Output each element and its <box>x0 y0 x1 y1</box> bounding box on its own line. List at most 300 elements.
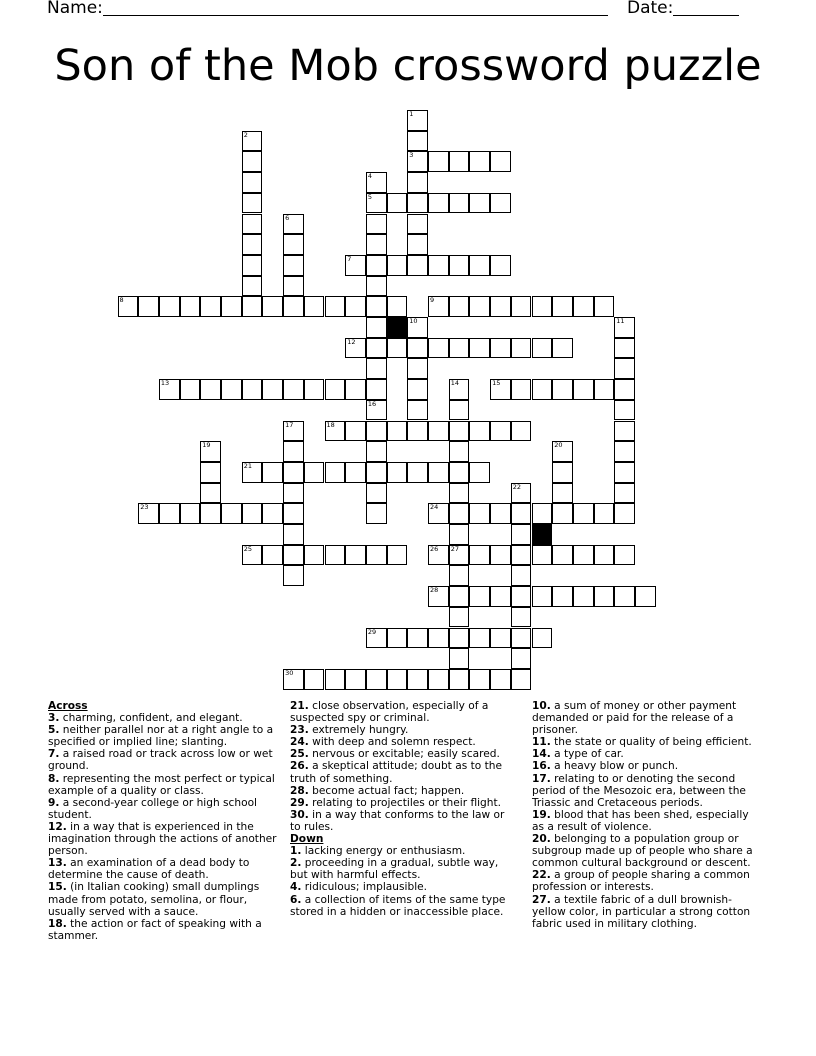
name-label: Name: <box>47 0 103 18</box>
clue-number: 30 <box>285 668 294 677</box>
grid-cell[interactable] <box>449 483 470 504</box>
grid-cell[interactable] <box>283 421 304 442</box>
grid-cell[interactable] <box>283 441 304 462</box>
grid-cell[interactable] <box>407 669 428 690</box>
grid-cell[interactable] <box>573 296 594 317</box>
grid-cell[interactable] <box>449 255 470 276</box>
grid-cell[interactable] <box>262 503 283 524</box>
clue-item-number: 18. <box>48 917 67 930</box>
grid-cell[interactable] <box>407 462 428 483</box>
clue-item-text: relating to projectiles or their flight. <box>308 796 502 809</box>
grid-cell[interactable] <box>428 545 449 566</box>
grid-cell[interactable] <box>490 586 511 607</box>
clue-item-number: 16. <box>532 760 551 773</box>
clue-item-text: proceeding in a gradual, subtle way, but with harmful effects. <box>290 857 499 882</box>
clue-item-number: 9. <box>48 796 60 809</box>
grid-cell[interactable] <box>387 255 408 276</box>
clue-item-text: extremely hungry. <box>308 724 409 737</box>
clue-item-number: 14. <box>532 748 551 761</box>
clue-item-number: 10. <box>532 700 551 712</box>
clue-item <box>48 724 280 748</box>
grid-cell[interactable] <box>614 503 635 524</box>
grid-cell[interactable] <box>490 669 511 690</box>
grid-cell[interactable] <box>407 400 428 421</box>
grid-cell[interactable] <box>283 503 304 524</box>
grid-cell[interactable] <box>469 255 490 276</box>
grid-cell[interactable] <box>449 400 470 421</box>
grid-cell[interactable] <box>345 338 366 359</box>
grid-cell[interactable] <box>552 586 573 607</box>
grid-cell[interactable] <box>511 628 532 649</box>
grid-cell[interactable] <box>387 545 408 566</box>
grid-cell[interactable] <box>490 296 511 317</box>
clue-item <box>532 833 762 869</box>
grid-cell[interactable] <box>449 379 470 400</box>
grid-cell[interactable] <box>552 462 573 483</box>
grid-cell[interactable] <box>345 545 366 566</box>
grid-cell[interactable] <box>532 628 553 649</box>
grid-cell[interactable] <box>614 338 635 359</box>
grid-cell[interactable] <box>407 317 428 338</box>
clue-item-text: (in Italian cooking) small dumplings made from potato, semolina, or flour, usually served with a sauce. <box>48 881 260 918</box>
grid-cell[interactable] <box>552 545 573 566</box>
grid-cell[interactable] <box>614 462 635 483</box>
clue-item-text: relating to or denoting the second period of the Mesozoic era, between the Triassic and Cretaceous periods. <box>532 772 746 809</box>
grid-cell[interactable] <box>283 214 304 235</box>
grid-cell[interactable] <box>283 234 304 255</box>
grid-cell[interactable] <box>469 586 490 607</box>
grid-cell[interactable] <box>159 503 180 524</box>
grid-cell[interactable] <box>490 255 511 276</box>
grid-cell[interactable] <box>387 628 408 649</box>
clue-item-text: in a way that is experienced in the imagination through the actions of another person. <box>48 820 277 858</box>
grid-cell[interactable] <box>552 379 573 400</box>
clue-item-number: 25. <box>290 748 309 761</box>
grid-cell[interactable] <box>490 421 511 442</box>
clue-item-number: 1. <box>290 845 302 858</box>
grid-cell[interactable] <box>407 421 428 442</box>
grid-cell[interactable] <box>180 379 201 400</box>
grid-cell[interactable] <box>469 503 490 524</box>
grid-cell[interactable] <box>242 151 263 172</box>
grid-cell[interactable] <box>511 421 532 442</box>
grid-cell[interactable] <box>511 565 532 586</box>
grid-cell[interactable] <box>511 586 532 607</box>
grid-cell[interactable] <box>594 586 615 607</box>
grid-cell[interactable] <box>449 421 470 442</box>
grid-cell[interactable] <box>614 421 635 442</box>
clue-number: 11 <box>616 317 625 325</box>
clue-item-number: 2. <box>290 857 302 870</box>
grid-cell[interactable] <box>407 234 428 255</box>
grid-cell[interactable] <box>552 483 573 504</box>
clue-item <box>290 881 516 893</box>
clue-item <box>290 845 516 857</box>
clue-item-text: become actual fact; happen. <box>308 784 465 797</box>
grid-cell[interactable] <box>469 193 490 214</box>
clue-item <box>290 797 516 809</box>
grid-cell[interactable] <box>532 379 553 400</box>
clue-item-number: 8. <box>48 772 60 785</box>
grid-cell[interactable] <box>304 296 325 317</box>
grid-cell[interactable] <box>511 648 532 669</box>
grid-cell[interactable] <box>449 193 470 214</box>
clue-item-text: the action or fact of speaking with a stammer. <box>48 917 262 942</box>
grid-cell[interactable] <box>407 338 428 359</box>
grid-cell[interactable] <box>594 296 615 317</box>
grid-cell[interactable] <box>490 338 511 359</box>
grid-cell[interactable] <box>532 586 553 607</box>
grid-cell[interactable] <box>283 524 304 545</box>
grid-cell[interactable] <box>594 503 615 524</box>
grid-cell[interactable] <box>573 545 594 566</box>
clue-item-text: belonging to a population group or subgroup made up of people who share a common cultural background or descent. <box>532 833 753 870</box>
grid-cell[interactable] <box>614 586 635 607</box>
grid-cell[interactable] <box>407 214 428 235</box>
clue-list <box>290 845 516 918</box>
grid-cell[interactable] <box>159 379 180 400</box>
grid-cell[interactable] <box>469 151 490 172</box>
grid-cell[interactable] <box>407 172 428 193</box>
grid-cell[interactable] <box>200 503 221 524</box>
grid-cell[interactable] <box>242 462 263 483</box>
grid-cell[interactable] <box>138 503 159 524</box>
grid-cell[interactable] <box>325 545 346 566</box>
grid-cell[interactable] <box>428 193 449 214</box>
clue-item-number: 21. <box>290 700 309 712</box>
grid-cell[interactable] <box>614 400 635 421</box>
grid-cell[interactable] <box>407 131 428 152</box>
clue-item <box>532 760 762 772</box>
grid-cell[interactable] <box>387 338 408 359</box>
grid-cell[interactable] <box>449 441 470 462</box>
grid-cell[interactable] <box>511 607 532 628</box>
clue-item-text: lacking energy or enthusiasm. <box>301 845 466 858</box>
grid-cell[interactable] <box>262 379 283 400</box>
grid-cell[interactable] <box>511 379 532 400</box>
grid-cell[interactable] <box>469 462 490 483</box>
grid-cell[interactable] <box>304 545 325 566</box>
grid-cell[interactable] <box>283 379 304 400</box>
grid-cell[interactable] <box>428 296 449 317</box>
grid-cell[interactable] <box>366 317 387 338</box>
clue-number: 22 <box>512 482 522 491</box>
grid-cell[interactable] <box>428 628 449 649</box>
grid-cell[interactable] <box>221 379 242 400</box>
grid-cell[interactable] <box>366 255 387 276</box>
clue-item <box>532 894 762 930</box>
clue-item-number: 30. <box>290 808 309 821</box>
grid-cell[interactable] <box>469 338 490 359</box>
grid-cell[interactable] <box>407 628 428 649</box>
grid-cell[interactable] <box>366 421 387 442</box>
grid-cell[interactable] <box>366 358 387 379</box>
grid-cell[interactable] <box>262 462 283 483</box>
grid-cell[interactable] <box>449 628 470 649</box>
grid-cell[interactable] <box>366 462 387 483</box>
grid-cell[interactable] <box>490 151 511 172</box>
down-heading: Down <box>290 833 324 846</box>
grid-cell[interactable] <box>387 462 408 483</box>
grid-cell[interactable] <box>200 296 221 317</box>
clue-item-number: 13. <box>48 857 67 870</box>
grid-cell[interactable] <box>594 545 615 566</box>
grid-cell[interactable] <box>366 400 387 421</box>
clue-item-text: a skeptical attitude; doubt as to the truth of something. <box>290 760 502 785</box>
clue-item-text: a sum of money or other payment demanded or paid for the release of a prisoner. <box>532 700 737 737</box>
grid-cell[interactable] <box>490 193 511 214</box>
clue-item-text: blood that has been shed, especially as a result of violence. <box>532 808 749 833</box>
grid-cell[interactable] <box>283 296 304 317</box>
grid-cell[interactable] <box>532 338 553 359</box>
grid-cell[interactable] <box>262 545 283 566</box>
clue-column-2 <box>290 700 516 918</box>
grid-cell[interactable] <box>221 296 242 317</box>
clue-item <box>290 894 516 918</box>
grid-cell[interactable] <box>366 276 387 297</box>
grid-cell[interactable] <box>635 586 656 607</box>
clue-item-text: an examination of a dead body to determine the cause of death. <box>48 857 250 882</box>
grid-cell[interactable] <box>511 503 532 524</box>
grid-cell[interactable] <box>449 565 470 586</box>
clue-item <box>532 748 762 760</box>
clue-item <box>532 700 762 736</box>
grid-cell[interactable] <box>345 255 366 276</box>
grid-cell[interactable] <box>304 379 325 400</box>
grid-cell[interactable] <box>325 669 346 690</box>
grid-cell[interactable] <box>242 503 263 524</box>
grid-cell[interactable] <box>366 545 387 566</box>
grid-cell[interactable] <box>573 503 594 524</box>
grid-cell[interactable] <box>532 545 553 566</box>
grid-cell[interactable] <box>573 586 594 607</box>
grid-cell[interactable] <box>262 296 283 317</box>
grid-cell[interactable] <box>469 421 490 442</box>
grid-cell[interactable] <box>407 358 428 379</box>
grid-cell[interactable] <box>200 441 221 462</box>
grid-cell[interactable] <box>552 296 573 317</box>
grid-cell[interactable] <box>366 214 387 235</box>
clue-list <box>290 700 516 833</box>
clue-number: 2 <box>243 130 248 139</box>
grid-cell[interactable] <box>449 607 470 628</box>
grid-cell[interactable] <box>366 503 387 524</box>
clue-item <box>290 700 516 724</box>
grid-cell[interactable] <box>428 151 449 172</box>
grid-cell[interactable] <box>428 669 449 690</box>
grid-cell[interactable] <box>552 503 573 524</box>
grid-cell[interactable] <box>449 151 470 172</box>
grid-cell[interactable] <box>242 193 263 214</box>
grid-cell[interactable] <box>283 276 304 297</box>
grid-cell[interactable] <box>428 503 449 524</box>
grid-cell[interactable] <box>180 503 201 524</box>
grid-black-square <box>532 524 553 545</box>
grid-cell[interactable] <box>614 441 635 462</box>
grid-cell[interactable] <box>325 296 346 317</box>
clue-item-text: ridiculous; implausible. <box>301 881 428 894</box>
grid-cell[interactable] <box>428 255 449 276</box>
grid-cell[interactable] <box>345 421 366 442</box>
grid-cell[interactable] <box>407 193 428 214</box>
grid-cell[interactable] <box>242 276 263 297</box>
grid-cell[interactable] <box>552 441 573 462</box>
grid-cell[interactable] <box>118 296 139 317</box>
grid-cell[interactable] <box>366 628 387 649</box>
grid-cell[interactable] <box>449 648 470 669</box>
grid-cell[interactable] <box>449 545 470 566</box>
grid-cell[interactable] <box>283 545 304 566</box>
clue-list <box>532 700 762 930</box>
grid-cell[interactable] <box>428 338 449 359</box>
grid-cell[interactable] <box>366 441 387 462</box>
grid-cell[interactable] <box>242 234 263 255</box>
clue-item-text: nervous or excitable; easily scared. <box>308 748 500 761</box>
grid-cell[interactable] <box>325 462 346 483</box>
clue-item-number: 29. <box>290 796 309 809</box>
grid-cell[interactable] <box>469 296 490 317</box>
grid-cell[interactable] <box>573 379 594 400</box>
clue-number: 20 <box>554 441 563 450</box>
grid-cell[interactable] <box>283 565 304 586</box>
grid-cell[interactable] <box>366 296 387 317</box>
clue-number: 6 <box>285 213 290 222</box>
clue-item <box>532 869 762 893</box>
grid-cell[interactable] <box>345 379 366 400</box>
grid-cell[interactable] <box>449 338 470 359</box>
grid-cell[interactable] <box>449 669 470 690</box>
grid-cell[interactable] <box>490 545 511 566</box>
clue-item <box>532 773 762 809</box>
grid-cell[interactable] <box>407 255 428 276</box>
grid-cell[interactable] <box>366 379 387 400</box>
grid-cell[interactable] <box>200 483 221 504</box>
clue-number: 3 <box>409 151 414 160</box>
clue-number: 26 <box>430 544 439 553</box>
grid-cell[interactable] <box>283 669 304 690</box>
grid-cell[interactable] <box>200 379 221 400</box>
grid-cell[interactable] <box>407 379 428 400</box>
grid-cell[interactable] <box>469 545 490 566</box>
grid-cell[interactable] <box>490 503 511 524</box>
grid-cell[interactable] <box>387 296 408 317</box>
grid-cell[interactable] <box>511 524 532 545</box>
grid-cell[interactable] <box>469 628 490 649</box>
clue-item-number: 23. <box>290 724 309 737</box>
grid-cell[interactable] <box>449 296 470 317</box>
clue-item-text: the state or quality of being efficient. <box>550 736 752 749</box>
grid-cell[interactable] <box>304 462 325 483</box>
clue-item-text: close observation, especially of a suspected spy or criminal. <box>290 700 489 725</box>
grid-cell[interactable] <box>325 421 346 442</box>
grid-cell[interactable] <box>552 338 573 359</box>
grid-cell[interactable] <box>345 462 366 483</box>
grid-cell[interactable] <box>242 172 263 193</box>
clue-item-number: 24. <box>290 736 309 749</box>
grid-cell[interactable] <box>366 669 387 690</box>
grid-cell[interactable] <box>614 358 635 379</box>
grid-cell[interactable] <box>449 503 470 524</box>
grid-cell[interactable] <box>490 379 511 400</box>
grid-cell[interactable] <box>345 296 366 317</box>
grid-cell[interactable] <box>511 296 532 317</box>
clue-item <box>290 857 516 881</box>
grid-cell[interactable] <box>242 545 263 566</box>
grid-cell[interactable] <box>138 296 159 317</box>
grid-cell[interactable] <box>221 503 242 524</box>
clue-item-number: 28. <box>290 784 309 797</box>
clue-item-text: a raised road or track across low or wet ground. <box>48 748 273 773</box>
clue-item <box>48 881 280 917</box>
clue-item-text: a collection of items of the same type stored in a hidden or inaccessible place. <box>290 893 506 918</box>
grid-cell[interactable] <box>200 462 221 483</box>
grid-cell[interactable] <box>242 255 263 276</box>
grid-cell[interactable] <box>283 255 304 276</box>
grid-cell[interactable] <box>407 151 428 172</box>
grid-cell[interactable] <box>304 669 325 690</box>
grid-cell[interactable] <box>511 669 532 690</box>
grid-cell[interactable] <box>532 296 553 317</box>
grid-cell[interactable] <box>387 193 408 214</box>
grid-cell[interactable] <box>449 462 470 483</box>
clue-item-text: representing the most perfect or typical example of a quality or class. <box>48 772 275 797</box>
grid-cell[interactable] <box>449 524 470 545</box>
grid-cell[interactable] <box>345 669 366 690</box>
grid-cell[interactable] <box>366 338 387 359</box>
grid-cell[interactable] <box>242 214 263 235</box>
clue-item-number: 20. <box>532 833 551 846</box>
grid-cell[interactable] <box>366 483 387 504</box>
clue-number: 5 <box>367 192 373 201</box>
grid-cell[interactable] <box>511 483 532 504</box>
grid-cell[interactable] <box>532 503 553 524</box>
grid-cell[interactable] <box>366 234 387 255</box>
grid-cell[interactable] <box>449 586 470 607</box>
grid-cell[interactable] <box>283 483 304 504</box>
grid-cell[interactable] <box>387 669 408 690</box>
grid-cell[interactable] <box>490 628 511 649</box>
grid-cell[interactable] <box>614 545 635 566</box>
grid-cell[interactable] <box>428 421 449 442</box>
grid-cell[interactable] <box>407 110 428 131</box>
grid-cell[interactable] <box>594 379 615 400</box>
grid-cell[interactable] <box>159 296 180 317</box>
grid-cell[interactable] <box>242 379 263 400</box>
grid-cell[interactable] <box>387 421 408 442</box>
grid-cell[interactable] <box>428 462 449 483</box>
clue-number: 16 <box>367 399 377 408</box>
grid-cell[interactable] <box>614 317 635 338</box>
grid-cell[interactable] <box>428 586 449 607</box>
clue-number: 17 <box>285 420 294 429</box>
grid-cell[interactable] <box>614 379 635 400</box>
grid-cell[interactable] <box>242 131 263 152</box>
grid-cell[interactable] <box>366 193 387 214</box>
clue-item-text: charming, confident, and elegant. <box>59 712 243 725</box>
clue-item <box>48 712 280 724</box>
grid-cell[interactable] <box>180 296 201 317</box>
grid-cell[interactable] <box>614 483 635 504</box>
grid-cell[interactable] <box>511 338 532 359</box>
grid-cell[interactable] <box>511 545 532 566</box>
grid-cell[interactable] <box>366 172 387 193</box>
grid-cell[interactable] <box>283 462 304 483</box>
grid-cell[interactable] <box>242 296 263 317</box>
clue-item <box>48 797 280 821</box>
clue-number: 13 <box>160 379 170 388</box>
grid-cell[interactable] <box>325 379 346 400</box>
grid-cell[interactable] <box>469 669 490 690</box>
